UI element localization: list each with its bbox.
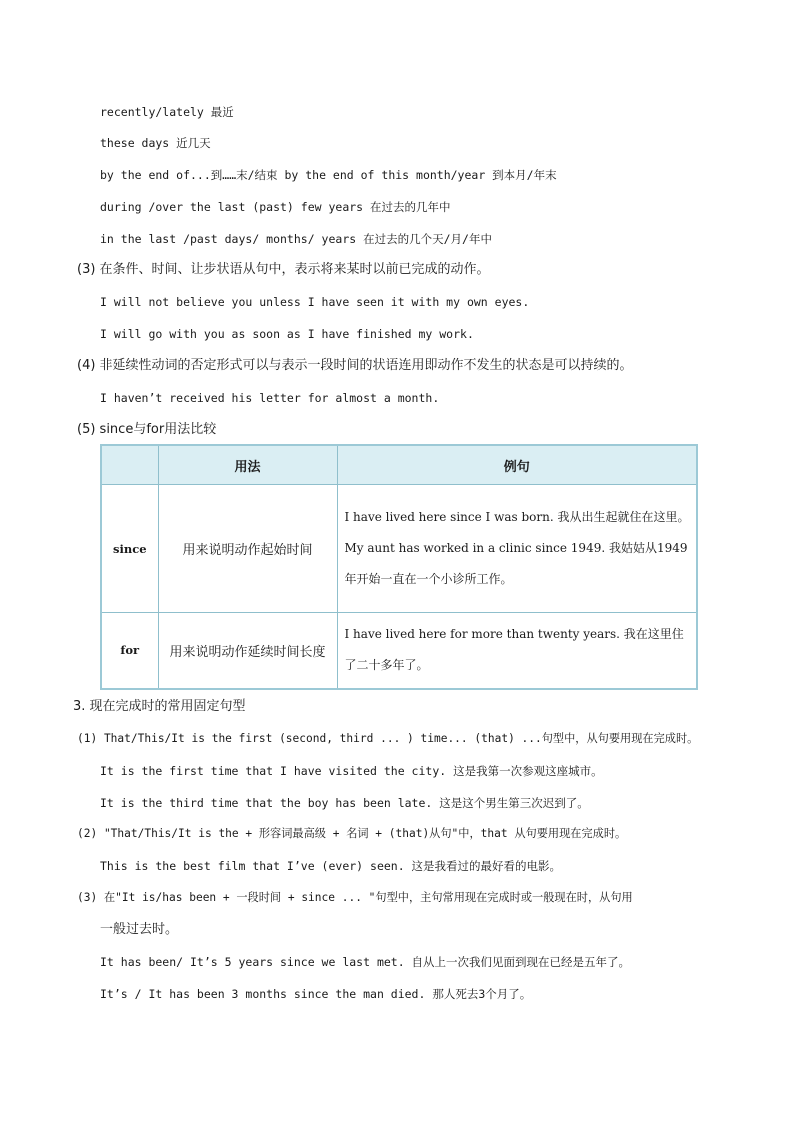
since-example-2: My aunt has worked in a clinic since 1949. 我姑姑从1949年开始一直在一个小诊所工作。 <box>344 541 688 586</box>
section3-item3-heading: (3) 在"It is/has been + 一段时间 + since ... "句型中，主句常用现在完成时或一般现在时，从句用 <box>77 891 633 904</box>
point3-heading: (3) 在条件、时间、让步状语从句中，表示将来某时以前已完成的动作。 <box>77 262 490 277</box>
table-header-row <box>101 445 697 485</box>
since-example-1: I have lived here since I was born. 我从出生起就住在这里。 <box>344 510 690 524</box>
section3-item1-heading: (1) That/This/It is the first (second, third ... ) time... (that) ...句型中，从句要用现在完成时。 <box>77 732 699 745</box>
table-row-since <box>101 485 697 613</box>
section3-title: 3. 现在完成时的常用固定句型 <box>73 699 246 714</box>
header-usage: 用法 <box>158 445 337 485</box>
section3-item3-example-2: It’s / It has been 3 months since the man died. 那人死去3个月了。 <box>100 987 532 1001</box>
section3-item1-example-1: It is the first time that I have visited the city. 这是我第一次参观这座城市。 <box>100 764 603 778</box>
phrase-recently: recently/lately 最近 <box>100 105 234 119</box>
row-examples-since <box>337 485 697 613</box>
row-word-since: since <box>101 485 158 613</box>
table-row-for <box>101 613 697 689</box>
point4-heading: (4) 非延续性动词的否定形式可以与表示一段时间的状语连用即动作不发生的状态是可以持续的。 <box>77 358 633 373</box>
point5-heading: (5) since与for用法比较 <box>77 422 217 437</box>
header-example: 例句 <box>337 445 697 485</box>
section3-item1-example-2: It is the third time that the boy has been late. 这是这个男生第三次迟到了。 <box>100 796 589 810</box>
phrase-in-the-last: in the last /past days/ months/ years 在过去的几个天/月/年中 <box>100 232 492 246</box>
phrase-these-days: these days 近几天 <box>100 136 211 150</box>
point3-example-1: I will not believe you unless I have seen it with my own eyes. <box>100 295 530 309</box>
point4-example: I haven’t received his letter for almost a month. <box>100 391 440 405</box>
for-example-1: I have lived here for more than twenty years. 我在这里住了二十多年了。 <box>344 627 684 673</box>
section3-item3-example-1: It has been/ It’s 5 years since we last met. 自从上一次我们见面到现在已经是五年了。 <box>100 955 631 969</box>
row-usage-since: 用来说明动作起始时间 <box>158 485 337 613</box>
row-word-for: for <box>101 613 158 689</box>
phrase-during-over: during /over the last (past) few years 在过去的几年中 <box>100 200 451 214</box>
row-examples-for <box>337 613 697 689</box>
point3-example-2: I will go with you as soon as I have finished my work. <box>100 327 474 341</box>
section3-item2-example-1: This is the best film that I’ve (ever) seen. 这是我看过的最好看的电影。 <box>100 859 562 873</box>
since-for-table <box>100 444 698 690</box>
phrase-by-the-end: by the end of...到……末/结束 by the end of this month/year 到本月/年末 <box>100 168 557 182</box>
section3-item2-heading: (2) "That/This/It is the + 形容词最高级 + 名词 + (that)从句"中，that 从句要用现在完成时。 <box>77 827 627 840</box>
section3-item3-heading-cont: 一般过去时。 <box>100 922 179 937</box>
header-blank <box>101 445 158 485</box>
row-usage-for: 用来说明动作延续时间长度 <box>158 613 337 689</box>
